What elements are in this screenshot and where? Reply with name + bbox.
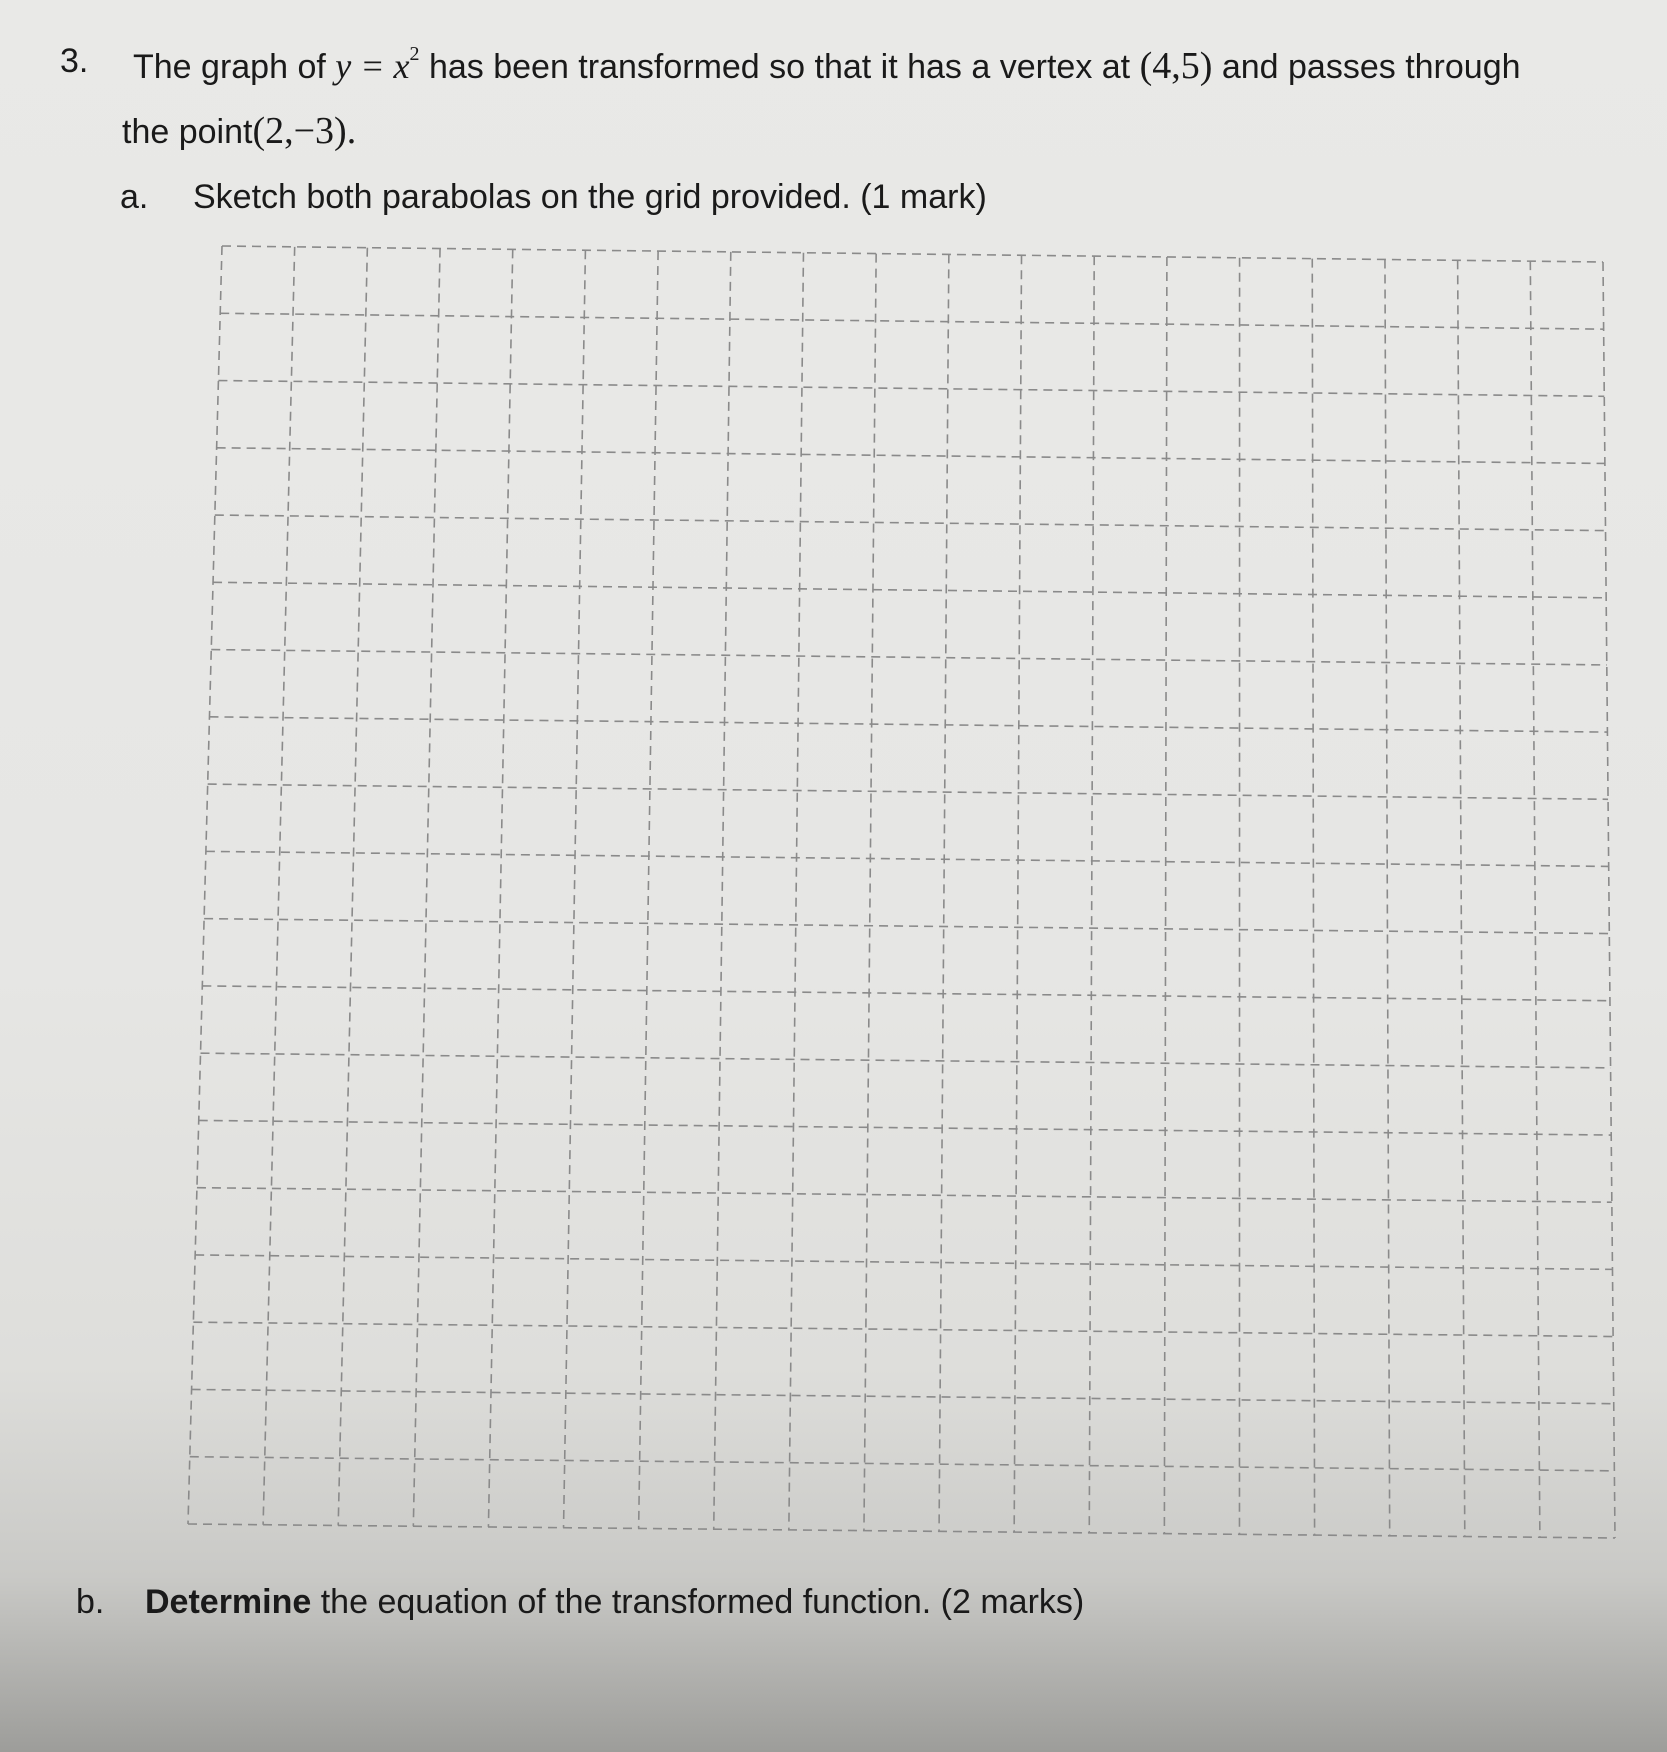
grid-horizontal-line <box>222 246 1603 262</box>
grid-vertical-line <box>1530 261 1540 1537</box>
grid-horizontal-line <box>208 784 1608 799</box>
question-line2-prefix: the point <box>122 113 253 151</box>
question-line2-suffix: . <box>346 110 357 152</box>
grid-vertical-line <box>639 251 658 1528</box>
grid-vertical-line <box>1014 255 1021 1532</box>
grid-horizontal-line <box>192 1389 1614 1403</box>
grid-vertical-line <box>564 250 586 1527</box>
part-b-text: the equation of the transformed function. (2 marks) <box>320 1583 1085 1621</box>
grid-vertical-line <box>789 253 804 1530</box>
grid-vertical-line <box>714 252 731 1529</box>
base-equation-exponent: 2 <box>409 43 420 65</box>
grid-vertical-line <box>188 246 222 1524</box>
grid-horizontal-line <box>197 1188 1612 1203</box>
vertex-coordinates: (4,5) <box>1139 45 1213 87</box>
grid-horizontal-line <box>211 650 1607 665</box>
grid-horizontal-line <box>217 448 1605 464</box>
grid-vertical-line <box>1312 259 1314 1535</box>
grid-horizontal-line <box>206 851 1609 866</box>
grid-vertical-line <box>1603 262 1615 1538</box>
base-equation-lhs: y = x <box>335 46 410 86</box>
grid-vertical-line <box>1089 256 1094 1533</box>
grid-horizontal-line <box>199 1120 1611 1135</box>
grid-horizontal-line <box>215 515 1606 531</box>
grid-horizontal-line <box>213 582 1606 597</box>
grid-horizontal-line <box>220 313 1603 329</box>
grid-vertical-line <box>1458 260 1465 1536</box>
grid-horizontal-line <box>201 1053 1611 1068</box>
grid-horizontal-line <box>204 919 1609 934</box>
grid-horizontal-line <box>202 986 1610 1001</box>
grid-vertical-line <box>263 247 295 1525</box>
part-a-instruction: Sketch both parabolas on the grid provided. (1 mark) <box>193 178 987 216</box>
question-number: 3. <box>60 42 89 80</box>
question-line1-suffix: and passes through <box>1221 48 1521 86</box>
grid-vertical-line <box>413 249 440 1527</box>
grid-horizontal-line <box>218 381 1604 397</box>
part-b-instruction <box>145 1585 1084 1619</box>
point-coordinates: (2,−3) <box>252 110 347 152</box>
grid-horizontal-line <box>193 1322 1613 1336</box>
question-line1-prefix: The graph of <box>133 48 326 86</box>
grid-vertical-line <box>1385 259 1390 1535</box>
part-b-letter: b. <box>76 1583 105 1621</box>
grid-vertical-line <box>1164 257 1167 1534</box>
grid-horizontal-line <box>188 1524 1615 1538</box>
grid-horizontal-line <box>195 1255 1612 1269</box>
grid-vertical-line <box>338 248 367 1526</box>
grid-vertical-line <box>488 249 512 1527</box>
grid-horizontal-line <box>209 717 1607 732</box>
grid-lines-group <box>188 246 1615 1538</box>
question-line1-middle: has been transformed so that it has a vertex at <box>428 48 1131 86</box>
grid-vertical-line <box>864 254 876 1531</box>
part-a-letter: a. <box>120 178 149 216</box>
grid-horizontal-line <box>190 1457 1615 1471</box>
part-b-bold-word: Determine <box>145 1583 312 1621</box>
grid-vertical-line <box>939 254 949 1531</box>
